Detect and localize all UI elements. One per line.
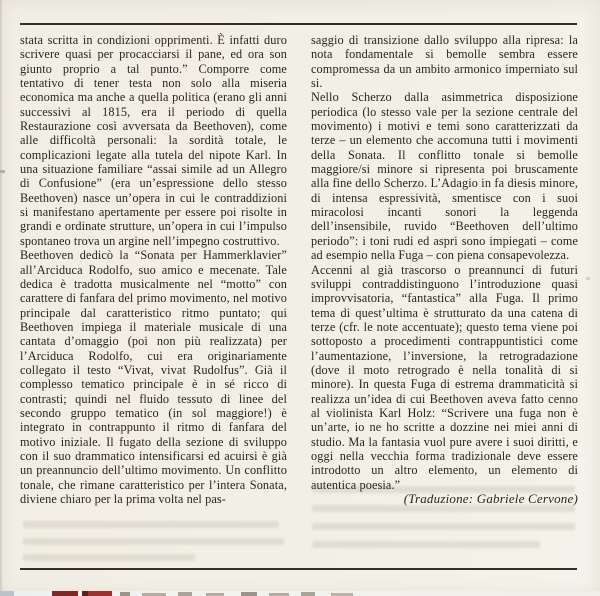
text-body <box>20 33 578 506</box>
scan-artifact <box>120 592 130 596</box>
paragraph: stata scritta in condizioni opprimenti. È infatti duro scrivere quasi per procacciarsi il pane, ed ora son giunto proprio a tal punto.” Comporre come tentativo di tener testa non solo alla miseria economica ma anche a quella politica (erano gli anni successivi al 1815, era il periodo di quella Restaurazione così avversata da Beethoven), come alle difficoltà personali: la sordità totale, le complicazioni legate alla tutela del nipote Karl. In una situazione familiare “assai simile ad un Allegro di Confusione” (era un’espressione dello stesso Beethoven) nasce un’opera in cui le contraddizioni si manifestano apertamente per essere poi risolte in grandi e ordinate strutture, un’opera in cui l’impulso spontaneo trova un argine nell’impegno costruttivo. <box>20 33 287 248</box>
bottom-rule <box>20 568 577 570</box>
scan-artifact <box>0 170 5 173</box>
paragraph: saggio di transizione dallo sviluppo alla ripresa: la nota fondamentale si bemolle sembra essere compromessa da un ambito armonico imperniato sul si. <box>311 33 578 91</box>
show-through-line <box>312 523 575 530</box>
text-column-left <box>20 33 287 506</box>
show-through-line <box>23 521 279 528</box>
scan-artifact <box>178 592 192 596</box>
top-rule <box>20 23 577 25</box>
show-through-line <box>23 538 284 545</box>
text-column-right <box>311 33 578 506</box>
scan-artifact <box>82 591 112 596</box>
scan-artifact <box>586 277 590 280</box>
scan-edge-shadow <box>0 0 2 596</box>
paragraph: Beethoven dedicò la “Sonata per Hammerklavier” all’Arciduca Rodolfo, suo amico e mecenate. Tale dedica è tradotta musicalmente nel “motto” con carattere di fanfara del primo movimento, nel motivo principale dal caratteristico ritmo puntato; qui Beethoven impiega il materiale musicale di una cantata d’omaggio (poi non più realizzata) per l’Arciduca Rodolfo, cui era originariamente collegato il testo “Vivat, vivat Rudolfus”. Già il complesso tematico principale è in sé ricco di contrasti; quindi nel fluido tessuto di linee del secondo gruppo tematico (in sol maggiore!) è integrato in contrappunto il ritmo di fanfara del motivo iniziale. Il fugato della sezione di sviluppo con il suo drammatico intensificarsi ed acuirsi è già un preannuncio dell’ultimo movimento. Un conflitto tonale, che rimane caratteristico per l’intera Sonata, diviene chiaro per la prima volta nel pas- <box>20 248 287 506</box>
translation-credit: (Traduzione: Gabriele Cervone) <box>403 491 578 506</box>
paragraph: Nello Scherzo dalla asimmetrica disposizione periodica (lo stesso vale per la sezione centrale del movimento) i motivi e temi sono caratterizzati da terze – un elemento che accomuna tutti i movimenti della Sonata. Il conflitto tonale si bemolle maggiore/si minore si ripresenta poi bruscamente alla fine dello Scherzo. L’Adagio in fa diesis minore, di intensa espressività, smentisce con i suoi miracolosi incanti sonori la leggenda dell’insensibile, ruvido “Beethoven dell’ultimo periodo”: i toni rudi ed aspri sono impiegati – come ad esempio nella Fuga – con piena consapevolezza. <box>311 90 578 263</box>
scan-artifact <box>241 592 257 596</box>
show-through-line <box>23 554 195 561</box>
scan-artifact <box>52 591 78 596</box>
paragraph: Accenni al già trascorso o preannunci di futuri sviluppi contraddistinguono l’introduzione quasi improvvisatoria, “fantastica” alla Fuga. Il primo tema di quest’ultima è strutturato da una catena di terze (cfr. le note accentuate); questo tema viene poi sottoposto a procedimenti contrappuntistici come l’aumentazione, l’inversione, la retrogradazione (dove il moto retrogrado è nella tonalità di si minore). In questa Fuga di estrema drammaticità si realizza un’idea di cui Beethoven aveva fatto cenno al violinista Karl Holz: “Scrivere una fuga non è un’arte, io ne ho scritte a dozzine nei miei anni di studio. Ma la fantasia vuol pure avere i suoi diritti, e oggi nella vecchia forma tradizionale deve essere introdotto un altro elemento, un elemento di autentica poesia.” <box>311 262 578 492</box>
bottom-edge-strip <box>0 591 600 596</box>
scan-artifact <box>0 591 14 596</box>
show-through-line <box>312 541 540 548</box>
scan-artifact <box>301 592 315 596</box>
